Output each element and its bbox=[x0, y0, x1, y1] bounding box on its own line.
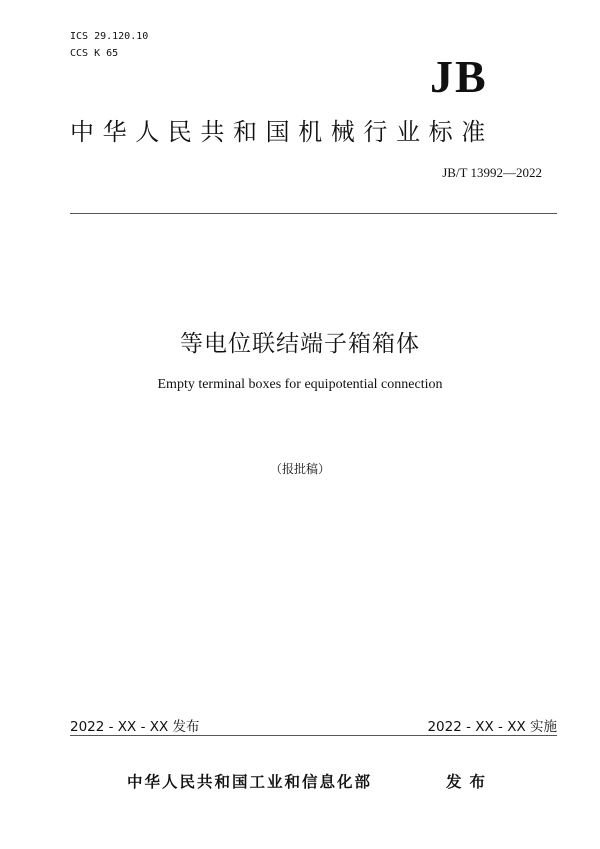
implement-date: 2022 - XX - XX 实施 bbox=[427, 719, 557, 735]
publish-date: 2022 - XX - XX 发布 bbox=[70, 719, 200, 735]
document-title-cn: 等电位联结端子箱箱体 bbox=[180, 331, 420, 357]
jb-logo: JB bbox=[430, 51, 488, 102]
draft-status: （报批稿） bbox=[269, 462, 330, 476]
top-divider bbox=[70, 213, 557, 214]
issue-label: 发布 bbox=[446, 773, 494, 791]
ics-code: ICS 29.120.10 bbox=[70, 31, 149, 42]
issuer-name: 中华人民共和国工业和信息化部 bbox=[127, 773, 373, 791]
document-title-en: Empty terminal boxes for equipotential connection bbox=[157, 377, 443, 392]
bottom-divider bbox=[70, 735, 557, 736]
ccs-code: CCS K 65 bbox=[70, 48, 119, 59]
standard-code: JB/T 13992—2022 bbox=[442, 165, 542, 180]
standard-title: 中华人民共和国机械行业标准 bbox=[70, 118, 494, 146]
